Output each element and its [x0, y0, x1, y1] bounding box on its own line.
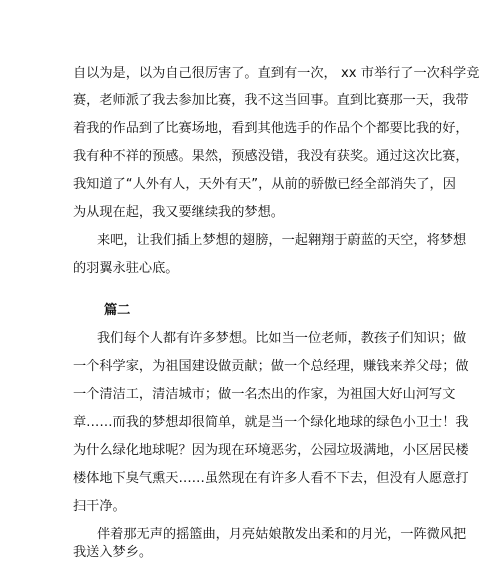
text-line: 为从现在起，我又要继续我的梦想。	[73, 205, 284, 220]
text-line: 一个科学家，为祖国建设做贡献；做一个总经理，赚钱来养父母；做	[73, 359, 469, 374]
text-line: 楼体地下臭气熏天……虽然现在有许多人看不下去，但没有人愿意打	[73, 471, 469, 486]
text-line: 我知道了“人外有人，天外有天”，从前的骄傲已经全部消失了，因	[73, 177, 456, 192]
text-line: 的羽翼永驻心底。	[73, 261, 179, 276]
text-line: 一个清洁工，清洁城市；做一名杰出的作家，为祖国大好山河写文	[73, 387, 456, 402]
text-line: 我们每个人都有许多梦想。比如当一位老师，教孩子们知识；做	[97, 331, 467, 346]
text-line: 我有种不祥的预感。果然，预感没错，我没有获奖。通过这次比赛，	[73, 149, 469, 164]
text-line: 为什么绿化地球呢？因为现在环境恶劣，公园垃圾满地，小区居民楼	[73, 443, 469, 458]
text-line: 赛，老师派了我去参加比赛，我不这当回事。直到比赛那一天，我带	[73, 93, 469, 108]
text-line: 自以为是，以为自己很厉害了。直到有一次， xx 市举行了一次科学竞	[73, 66, 480, 81]
text-line: 来吧，让我们插上梦想的翅膀，一起翱翔于蔚蓝的天空，将梦想	[97, 233, 467, 248]
section-heading: 篇二	[104, 303, 131, 318]
text-line: 扫干净。	[73, 499, 126, 514]
text-line: 章……而我的梦想却很简单，就是当一个绿化地球的绿色小卫士！我	[73, 415, 469, 430]
text-line: 我送入梦乡。	[73, 545, 153, 560]
text-line: 着我的作品到了比赛场地，看到其他选手的作品个个都要比我的好，	[73, 121, 469, 136]
text-line: 伴着那无声的摇篮曲，月亮姑娘散发出柔和的月光，一阵微风把	[97, 527, 467, 542]
